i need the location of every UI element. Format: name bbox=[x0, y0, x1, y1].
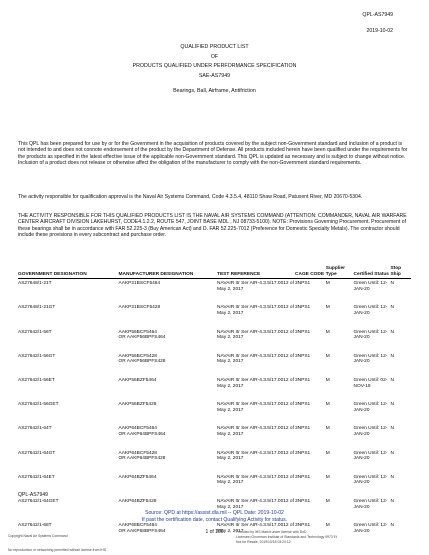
cage-code-cell: 3NPS1 bbox=[295, 498, 311, 504]
table-row bbox=[18, 279, 411, 304]
mfr-designation-primary: AAKP64BZF5428 bbox=[118, 498, 157, 504]
contact-line: If past the certification date, contact Qualifying Activity for status. bbox=[141, 516, 288, 523]
qpl-table bbox=[18, 266, 411, 545]
notfor-right: Not for Resale, 2019/10/18 03:20:12 bbox=[236, 540, 291, 544]
gov-designation-cell: AS27642/1-64GT bbox=[18, 450, 56, 456]
mfr-designation-primary: AAKP21BSCF5428 bbox=[118, 305, 161, 311]
mfr-designation-alternate: OR AAKP56BPFS428 bbox=[118, 359, 166, 365]
stop-ship-cell: N bbox=[390, 498, 394, 504]
gov-designation-cell: AS27642/1-56T bbox=[18, 329, 52, 335]
cage-code-cell: 3NPS1 bbox=[295, 450, 311, 456]
header-mfr-designation: MANUFACTURER DESIGNATION bbox=[119, 266, 218, 279]
gov-designation-cell: AS27648/1-21GT bbox=[18, 305, 56, 311]
mfr-designation-cell bbox=[119, 473, 218, 497]
cage-code-cell: 3NPS1 bbox=[295, 426, 311, 432]
footer-doc-id: QPL-AS7949 bbox=[18, 492, 49, 498]
gov-designation-cell: AS27642/1-56ET bbox=[18, 377, 55, 383]
supplier-type-cell: M bbox=[325, 450, 330, 456]
mfr-designation-primary: AAKP64BZF5464 bbox=[118, 474, 157, 480]
stop-ship-cell: N bbox=[390, 377, 394, 383]
certified-status-cell: Green Until: 12-JAN-20 bbox=[353, 281, 388, 292]
test-reference-cell: NAVAIR Itr Ser AIR-4.3.5/17.0012 of May 2, 2017 bbox=[217, 474, 294, 486]
mfr-designation-alternate: OR AAKP64BPFS428 bbox=[118, 456, 166, 462]
mfr-designation-primary: AAKP64BCF5464 bbox=[118, 426, 157, 432]
intro-paragraph: This QPL has been prepared for use by or for the Government in the acquisition of products covered by the subject non-Government standard and inclusion of a product is not intended to and does not connote endorsement of the product by the Department of Defense. All products included herein have been qualified under the requirements for the products as specified in the latest effective issue of the applicable non-Government standard. This QPL is updated as necessary and is subject to change without notice. Inclusion of a product does not release or otherwise affect the obligation of the manufacturer to comply with the non-Government standard requirements. bbox=[18, 141, 408, 166]
mfr-designation-primary: AAKP64BCF5428 bbox=[118, 450, 157, 456]
cage-code-cell: 3NPS1 bbox=[295, 329, 311, 335]
mfr-designation-primary: AAKP56BZF5464 bbox=[118, 377, 157, 383]
mfr-designation-cell bbox=[119, 328, 218, 352]
title-line-2: OF bbox=[210, 53, 219, 60]
cage-code-cell: 3NPS1 bbox=[295, 474, 311, 480]
supplier-type-cell: M bbox=[325, 426, 330, 432]
activity-paragraph: The activity responsible for qualification approval is the Naval Air Systems Command, Code 4.3.5.4, 48110 Shaw Road, Patuxent River, MD 20670-5304. bbox=[18, 194, 363, 200]
stop-ship-cell: N bbox=[390, 523, 394, 529]
test-reference-cell: NAVAIR Itr Ser AIR-4.3.5/17.0012 of May 2, 2017 bbox=[217, 281, 294, 292]
title-line-3: PRODUCTS QUALIFIED UNDER PERFORMANCE SPECIFICATION bbox=[132, 63, 297, 70]
table-row bbox=[18, 376, 411, 400]
certified-status-cell: Green Until: 12-JAN-20 bbox=[353, 353, 388, 365]
title-line-1: QUALIFIED PRODUCT LIST bbox=[180, 44, 249, 50]
mfr-designation-cell bbox=[119, 424, 218, 448]
gov-designation-cell: AS27648/1-21T bbox=[18, 281, 52, 287]
header-supplier-type: Supplier Type bbox=[326, 266, 354, 279]
source-line[interactable]: Source: QPD at https://assist.dla.mil -- QPL Date: 2019-10-02 bbox=[145, 510, 284, 516]
stop-ship-cell: N bbox=[390, 402, 394, 408]
mfr-designation-cell bbox=[119, 449, 218, 473]
test-reference-cell: NAVAIR Itr Ser AIR-4.3.5/17.0012 of May 2, 2017 bbox=[217, 377, 294, 389]
certified-status-cell: Green Until: 02-NOV-19 bbox=[353, 377, 388, 389]
test-reference-cell: NAVAIR Itr Ser AIR-4.3.5/17.0012 of May 2, 2017 bbox=[217, 523, 294, 534]
page-number: 1 of 100 bbox=[205, 529, 224, 535]
cage-code-cell: 3NPS1 bbox=[295, 281, 311, 287]
header-date: 2019-10-02 bbox=[366, 28, 393, 34]
mfr-designation-primary: AAKP56BCF5428 bbox=[118, 353, 157, 359]
gov-designation-cell: AS27642/1-64ET bbox=[18, 474, 55, 480]
test-reference-cell: NAVAIR Itr Ser AIR-4.3.5/17.0012 of May 2, 2017 bbox=[217, 450, 294, 462]
mfr-designation-primary: AAKP56BCF5464 bbox=[118, 329, 157, 335]
gov-designation-cell: AS27642/1-68T bbox=[18, 523, 52, 529]
gov-designation-cell: AS27642/1-56GET bbox=[18, 402, 59, 408]
title-line-4: SAE-AS7949 bbox=[198, 72, 231, 79]
table-row bbox=[18, 424, 411, 448]
test-reference-cell: NAVAIR Itr Ser AIR-4.3.5/17.0012 of May 2, 2017 bbox=[217, 305, 294, 317]
mfr-designation-cell bbox=[119, 352, 218, 376]
certified-status-cell: Green Until: 12-JAN-20 bbox=[353, 426, 388, 438]
table-header-row bbox=[18, 266, 411, 279]
test-reference-cell: NAVAIR Itr Ser AIR-4.3.5/17.0012 of May 2, 2017 bbox=[217, 498, 294, 510]
mfr-designation-alternate: OR AAKP68BPFS464 bbox=[118, 528, 166, 534]
table-row bbox=[18, 352, 411, 376]
supplier-type-cell: M bbox=[325, 281, 330, 287]
cage-code-cell: 3NPS1 bbox=[295, 377, 311, 383]
test-reference-cell: NAVAIR Itr Ser AIR-4.3.5/17.0012 of May 2, 2017 bbox=[217, 402, 294, 413]
header-test-reference: TEST REFERENCE bbox=[217, 266, 295, 279]
responsible-paragraph: THE ACTIVITY RESPONSIBLE FOR THIS QUALIFIED PRODUCTS LIST IS THE NAVAL AIR SYSTEMS COMMAND (ATTENTION: COMMANDER, NAVAL AIR WARFARE CENTER AIRCRAFT DIVISION LAKEHURST, CODE4.1.2.2, ROUTE 547, JOINT BASE MDL , NJ 08733-5100). NOTE: Provisions Governing Procurement. Procurement of these bearings shall be in accordance with FAR 52.225-3 (Buy American Act) and D. FAR 52.225-7012 (Preference for Domestic Specialty Metals). The contractor should include these provisions in every subcontract and purchase order. bbox=[18, 213, 407, 238]
certified-status-cell: Green Until: 12-JAN-20 bbox=[353, 498, 388, 510]
copyright-left: Copyright Naval Air Systems Command bbox=[8, 534, 68, 538]
test-reference-cell: NAVAIR Itr Ser AIR-4.3.5/17.0012 of May 2, 2017 bbox=[217, 329, 294, 341]
stop-ship-cell: N bbox=[390, 474, 394, 480]
mfr-designation-cell bbox=[119, 400, 218, 424]
certified-status-cell: Green Until: 12-JAN-20 bbox=[353, 402, 388, 413]
provided-right: Provided by IHS Markit under license with DoD bbox=[236, 530, 307, 534]
gov-designation-cell: AS27642/1-64GET bbox=[18, 498, 59, 504]
source-note bbox=[0, 510, 429, 523]
stop-ship-cell: N bbox=[390, 450, 394, 456]
mfr-designation-alternate: OR AAKP56BPFS464 bbox=[118, 335, 166, 341]
supplier-type-cell: M bbox=[325, 498, 330, 504]
supplier-type-cell: M bbox=[325, 523, 330, 529]
certified-status-cell: Green Until: 12-JAN-20 bbox=[353, 329, 388, 341]
test-reference-cell: NAVAIR Itr Ser AIR-4.3.5/17.0012 of May 2, 2017 bbox=[217, 353, 294, 365]
table-row bbox=[18, 473, 411, 497]
cage-code-cell: 3NPS1 bbox=[295, 523, 311, 529]
cage-code-cell: 3NPS1 bbox=[295, 402, 311, 408]
mfr-designation-primary: AAKP21BSCF5464 bbox=[118, 281, 161, 287]
repro-left: No reproduction or networking permitted without license from IHS bbox=[8, 548, 106, 552]
mfr-designation-cell bbox=[119, 303, 218, 327]
stop-ship-cell: N bbox=[390, 426, 394, 432]
gov-designation-cell: AS27642/1-64T bbox=[18, 426, 52, 432]
certified-status-cell: Green Until: 12-JAN-20 bbox=[353, 450, 388, 462]
mfr-designation-cell bbox=[119, 279, 218, 304]
supplier-type-cell: M bbox=[325, 329, 330, 335]
mfr-designation-cell bbox=[119, 376, 218, 400]
table-row bbox=[18, 400, 411, 424]
table-row bbox=[18, 303, 411, 327]
stop-ship-cell: N bbox=[390, 281, 394, 287]
header-certified-status: Certified Status bbox=[354, 266, 391, 279]
certified-status-cell: Green Until: 12-JAN-20 bbox=[353, 305, 388, 317]
mfr-designation-alternate: OR AAKP64BPFS464 bbox=[118, 432, 166, 438]
mfr-designation-primary: AAKP56BZF5428 bbox=[118, 402, 157, 408]
cage-code-cell: 3NPS1 bbox=[295, 305, 311, 311]
supplier-type-cell: M bbox=[325, 402, 330, 408]
supplier-type-cell: M bbox=[325, 474, 330, 480]
header-stop-ship: Stop Ship bbox=[390, 266, 411, 279]
stop-ship-cell: N bbox=[390, 329, 394, 335]
supplier-type-cell: M bbox=[325, 377, 330, 383]
cage-code-cell: 3NPS1 bbox=[295, 353, 311, 359]
licensee-right: Licensee=Grumman Institute of Standards and Technology 9973 Et bbox=[236, 535, 337, 539]
header-gov-designation: GOVERNMENT DESIGNATION bbox=[18, 266, 119, 279]
table-row bbox=[18, 449, 411, 473]
supplier-type-cell: M bbox=[325, 305, 330, 311]
gov-designation-cell: AS27642/1-56GT bbox=[18, 353, 56, 359]
certified-status-cell: Green Until: 12-JAN-20 bbox=[353, 474, 388, 486]
title-line-5: Bearings, Ball, Airframe, Antifriction bbox=[173, 88, 256, 95]
title-block bbox=[0, 43, 429, 97]
header-doc-id: QPL-AS7949 bbox=[362, 12, 393, 18]
stop-ship-cell: N bbox=[390, 305, 394, 311]
table-row bbox=[18, 328, 411, 352]
supplier-type-cell: M bbox=[325, 353, 330, 359]
stop-ship-cell: N bbox=[390, 353, 394, 359]
certified-status-cell: Green Until: 12-JAN-20 bbox=[353, 523, 388, 534]
test-reference-cell: NAVAIR Itr Ser AIR-4.3.5/17.0012 of May 2, 2017 bbox=[217, 426, 294, 438]
header-cage-code: CAGE CODE bbox=[295, 266, 326, 279]
mfr-designation-primary: AAKP68BCF5464 bbox=[118, 523, 157, 529]
